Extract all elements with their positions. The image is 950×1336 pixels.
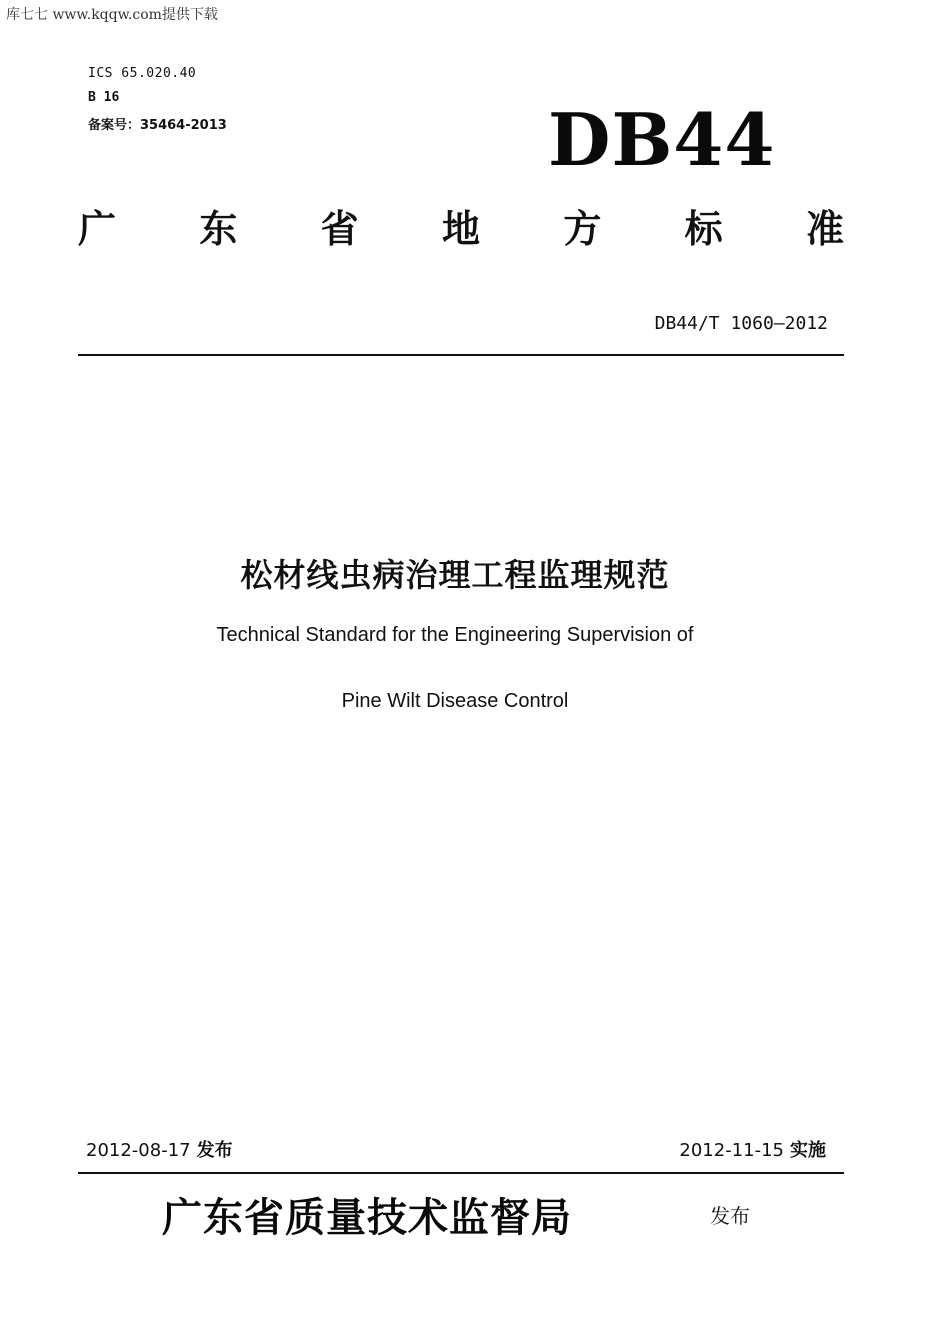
issue-label: 发布	[196, 1140, 233, 1161]
issue-date-block	[86, 1136, 233, 1162]
banner-char: 标	[684, 207, 723, 251]
banner-char: 省	[320, 207, 359, 251]
record-number: 备案号：35464-2013	[88, 118, 227, 133]
classification-code: B 16	[88, 90, 120, 105]
standard-code-logo: DB44	[548, 97, 776, 182]
standard-number: DB44/T 1060—2012	[654, 313, 828, 334]
implementation-date-block	[679, 1136, 826, 1162]
top-divider	[78, 354, 844, 356]
banner-char: 地	[441, 207, 480, 251]
banner-char: 东	[199, 207, 238, 251]
implementation-date: 2012-11-15	[679, 1140, 784, 1161]
issuing-authority-suffix: 发布	[710, 1204, 750, 1228]
banner-char: 广	[78, 207, 117, 251]
document-title-english-line2: Pine Wilt Disease Control	[341, 690, 569, 712]
ics-code: ICS 65.020.40	[88, 66, 197, 81]
banner-char: 准	[805, 207, 844, 251]
issuing-authority: 广东省质量技术监督局	[162, 1194, 572, 1241]
standard-type-banner	[78, 207, 844, 251]
bottom-divider	[78, 1172, 844, 1174]
issue-date: 2012-08-17	[86, 1140, 191, 1161]
document-title-english-line1: Technical Standard for the Engineering Supervision of	[216, 624, 694, 646]
implementation-label: 实施	[790, 1140, 826, 1161]
banner-char: 方	[563, 207, 602, 251]
watermark-text: 库七七 www.kqqw.com提供下载	[6, 7, 218, 23]
document-title-chinese: 松材线虫病治理工程监理规范	[240, 556, 670, 594]
